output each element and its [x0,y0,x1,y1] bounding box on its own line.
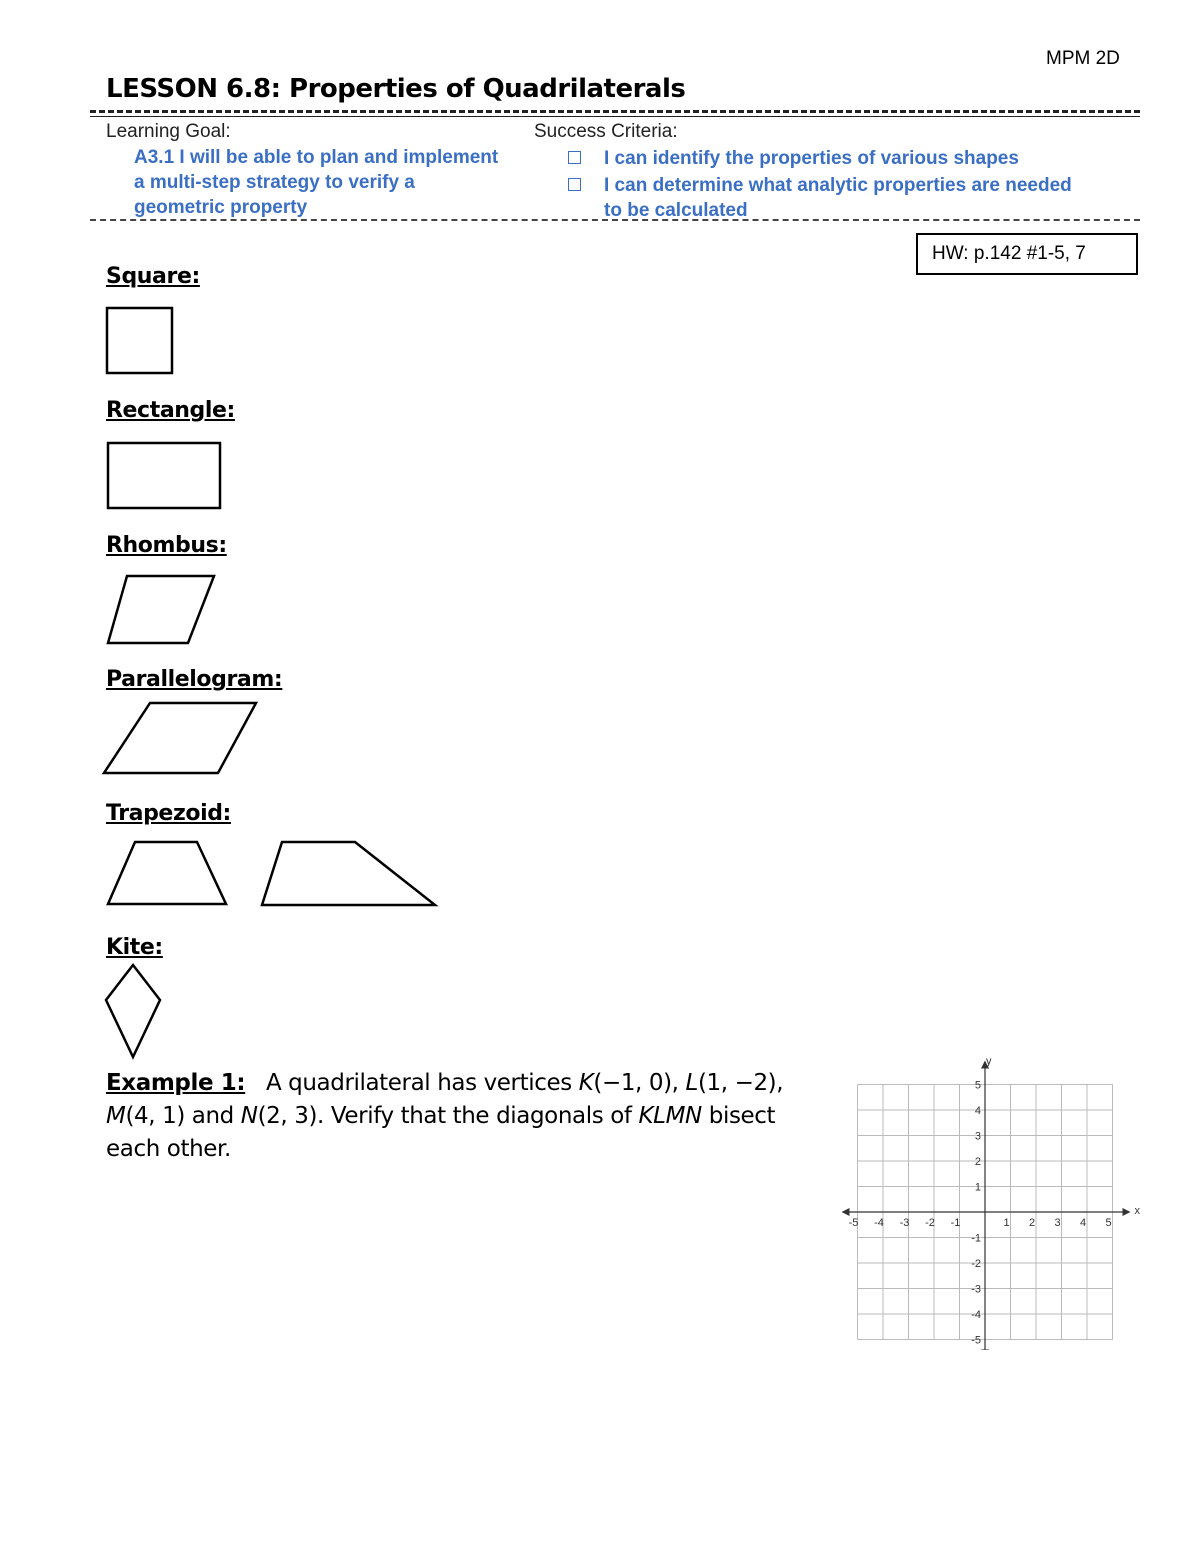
y-tick-label: -2 [971,1258,981,1270]
vertex-n: N [240,1103,258,1129]
kite-label: Kite: [106,935,163,960]
coordinate-grid [840,1050,1150,1350]
y-tick-label: -1 [971,1232,981,1245]
x-axis-arrow-right-icon [1123,1208,1131,1216]
course-code: MPM 2D [1046,48,1120,69]
homework-box: HW: p.142 #1-5, 7 [916,233,1138,275]
vertex-m: M [106,1103,126,1129]
x-tick-label: -2 [925,1217,935,1229]
trapezoid-shape-isosceles [108,842,226,904]
rectangle-shape [108,443,220,508]
rhombus-label: Rhombus: [106,533,227,558]
y-tick-label: 1 [974,1181,981,1194]
y-axis-label: y [986,1055,992,1068]
x-tick-label: 5 [1105,1217,1112,1229]
vertex-l: L [685,1070,698,1096]
example-text: (−1, 0), [593,1070,686,1096]
learning-goal-text: A3.1 I will be able to plan and implement a multi-step strategy to verify a geometric property [134,147,499,218]
criteria-item-text: I can identify the properties of various shapes [604,148,1019,169]
y-tick-label: -3 [971,1283,981,1296]
y-tick-label: 3 [974,1130,981,1143]
y-tick-label: -4 [971,1309,981,1321]
trapezoid-shape-right [262,842,435,905]
x-tick-label: 4 [1079,1217,1087,1229]
parallelogram-label: Parallelogram: [106,667,283,692]
square-shape [107,308,172,373]
example-label: Example 1: [106,1070,246,1096]
x-tick-label: -1 [950,1217,961,1229]
example-1 [106,1067,806,1166]
y-axis-arrow-down-icon [981,1350,989,1351]
x-tick-label: 3 [1054,1217,1061,1229]
kite-shape [106,965,160,1057]
x-tick-label: -5 [848,1217,859,1229]
y-tick-label: 2 [974,1156,981,1168]
learning-goal-label: Learning Goal: [106,121,231,142]
rhombus-shape [108,576,214,643]
page-title: LESSON 6.8: Properties of Quadrilaterals [106,74,686,104]
example-text: A quadrilateral has vertices [265,1070,579,1096]
y-tick-label: 5 [974,1079,981,1092]
x-axis-label: x [1134,1205,1140,1217]
square-label: Square: [106,264,200,289]
y-tick-label: 4 [974,1105,981,1117]
x-tick-label: -4 [874,1217,884,1229]
success-criteria-label: Success Criteria: [534,121,678,142]
example-text: bisect each other. [106,1103,776,1162]
example-text: (1, −2), [697,1070,784,1096]
parallelogram-shape [104,703,256,773]
x-axis-arrow-left-icon [842,1208,850,1216]
x-tick-label: 1 [1003,1217,1010,1229]
x-tick-label: -3 [899,1217,910,1229]
coordinate-grid-svg [840,1050,1150,1350]
example-text: (4, 1) and [125,1103,241,1129]
example-text: (2, 3). Verify that the diagonals of [257,1103,639,1129]
vertex-k: K [578,1070,594,1096]
x-tick-label: 2 [1028,1217,1036,1229]
trapezoid-label: Trapezoid: [106,801,231,826]
rectangle-label: Rectangle: [106,398,235,423]
quadrilateral-name: KLMN [638,1103,702,1129]
criteria-item-text: I can determine what analytic properties are needed to be calculated [604,175,1072,221]
y-tick-label: -5 [971,1334,981,1347]
